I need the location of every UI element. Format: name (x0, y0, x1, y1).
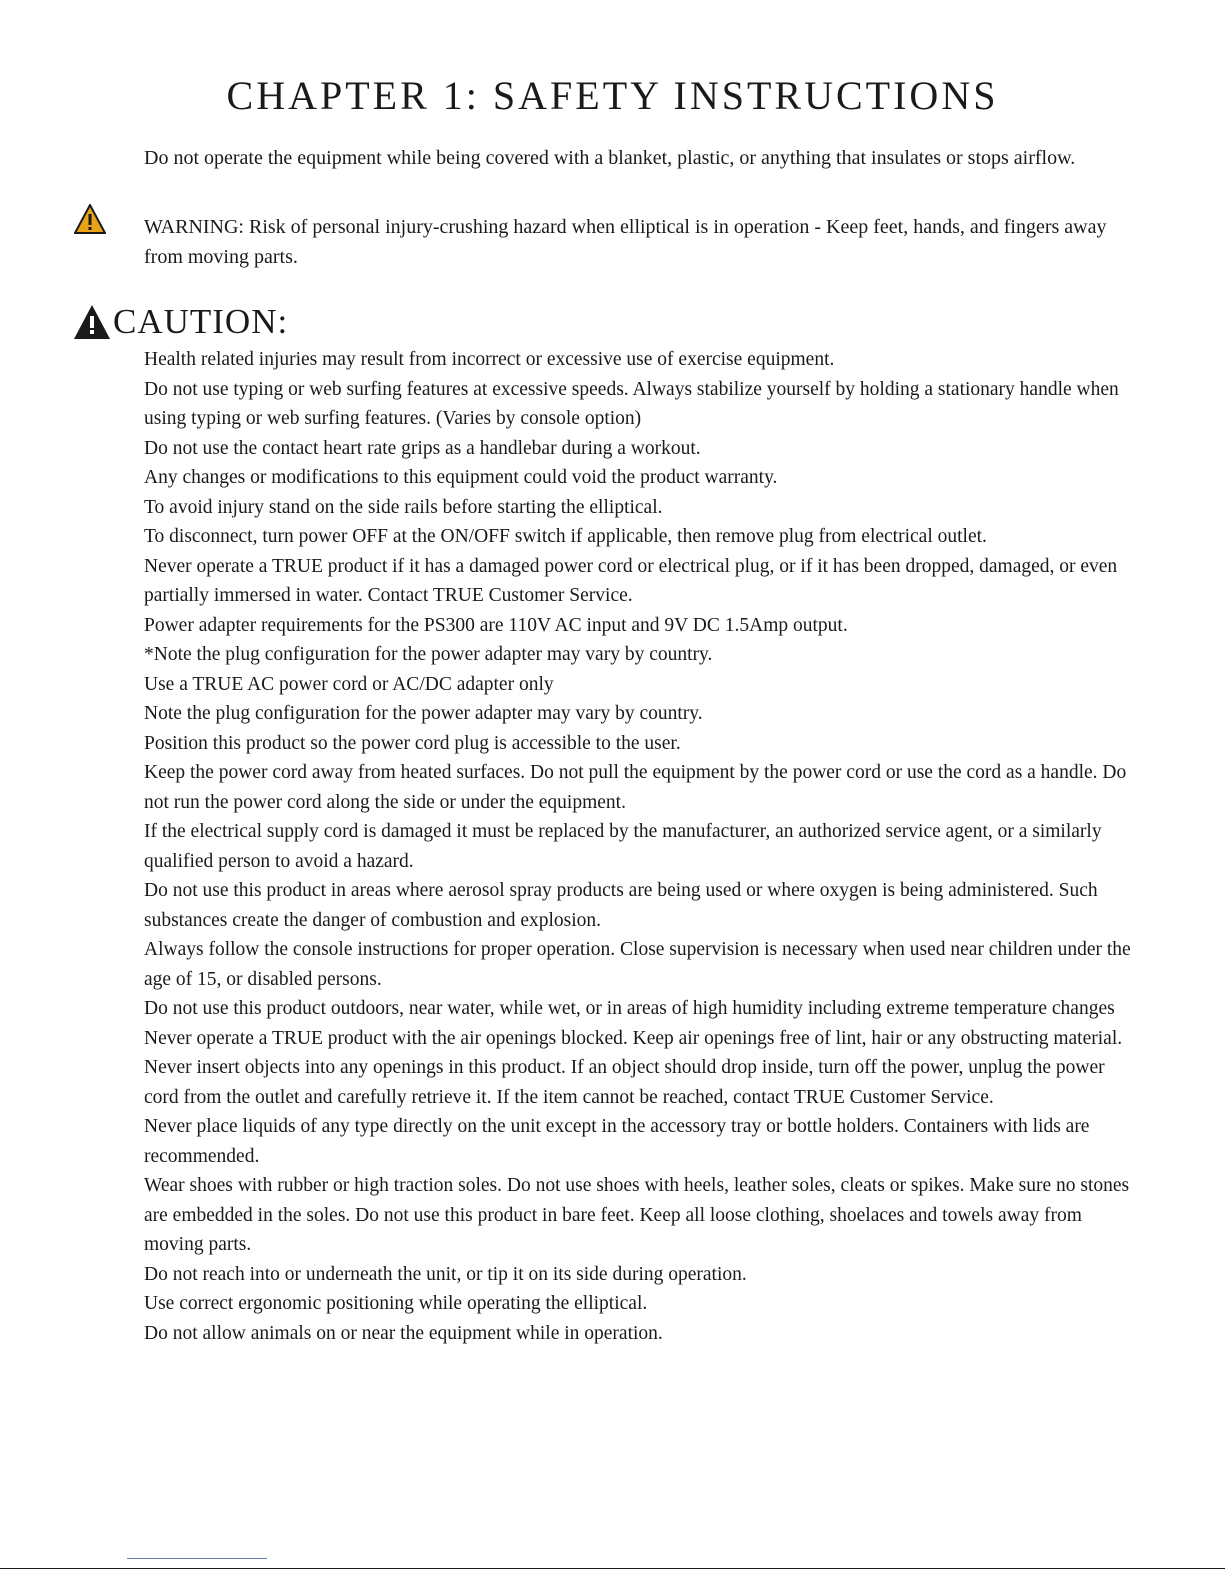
caution-item: Do not reach into or underneath the unit, or tip it on its side during operation. (144, 1263, 747, 1285)
page-title: CHAPTER 1: SAFETY INSTRUCTIONS (226, 73, 999, 118)
intro-paragraph: Do not operate the equipment while being covered with a blanket, plastic, or anything that insulates or stops airflow. (144, 147, 1076, 169)
caution-heading (73, 300, 288, 344)
caution-title: CAUTION: (113, 302, 289, 341)
caution-list (144, 345, 1144, 1348)
caution-item: Use correct ergonomic positioning while operating the elliptical. (144, 1293, 648, 1314)
caution-item: To disconnect, turn power OFF at the ON/OFF switch if applicable, then remove plug from electrical outlet. (144, 526, 987, 547)
caution-item: If the electrical supply cord is damaged it must be replaced by the manufacturer, an authorized service agent, or a similarly qualified person to avoid a hazard. (144, 821, 1102, 872)
warning-triangle-icon (74, 204, 106, 234)
caution-item: Never place liquids of any type directly on the unit except in the accessory tray or bottle holders. Containers with lids are recommended. (144, 1116, 1090, 1167)
caution-item: Position this product so the power cord plug is accessible to the user. (144, 732, 681, 754)
caution-item: Do not use the contact heart rate grips as a handlebar during a workout. (144, 437, 701, 459)
caution-item: To avoid injury stand on the side rails before starting the elliptical. (144, 496, 663, 518)
caution-item: *Note the plug configuration for the power adapter may vary by country. (144, 644, 713, 665)
caution-item: Do not use typing or web surfing features at excessive speeds. Always stabilize yourself by holding a stationary handle when using typing or web surfing features. (Varies by console option) (144, 378, 1119, 429)
page-bottom-rule (0, 1568, 1225, 1569)
caution-item: Any changes or modifications to this equipment could void the product warranty. (144, 467, 778, 488)
caution-item: Always follow the console instructions for proper operation. Close supervision is necessary when used near children under the age of 15, or disabled persons. (144, 939, 1131, 990)
caution-item: Keep the power cord away from heated surfaces. Do not pull the equipment by the power cord or use the cord as a handle. Do not run the power cord along the side or under the equipment. (144, 762, 1127, 813)
caution-item: Wear shoes with rubber or high traction soles. Do not use shoes with heels, leather soles, cleats or spikes. Make sure no stones are embedded in the soles. Do not use this product in bare feet. Keep all loose clothing, shoelaces and towels away from moving parts. (144, 1175, 1130, 1255)
caution-item: Use a TRUE AC power cord or AC/DC adapter only (144, 673, 554, 695)
caution-item: Do not use this product outdoors, near water, while wet, or in areas of high humidity including extreme temperature changes (144, 998, 1115, 1019)
caution-item: Do not use this product in areas where aerosol spray products are being used or where oxygen is being administered. Such substances create the danger of combustion and explosion. (144, 880, 1098, 931)
caution-item: Power adapter requirements for the PS300 are 110V AC input and 9V DC 1.5Amp output. (144, 614, 848, 636)
caution-item: Do not allow animals on or near the equipment while in operation. (144, 1322, 663, 1344)
caution-item: Health related injuries may result from incorrect or excessive use of exercise equipment. (144, 349, 835, 370)
caution-item: Never insert objects into any openings in this product. If an object should drop inside, turn off the power, unplug the power cord from the outlet and carefully retrieve it. If the item cannot be reached, contact TRUE Customer Service. (144, 1057, 1105, 1108)
caution-item: Note the plug configuration for the power adapter may vary by country. (144, 703, 703, 724)
warning-text: WARNING: Risk of personal injury-crushing hazard when elliptical is in operation - Keep feet, hands, and fingers away from moving parts. (144, 216, 1107, 268)
caution-item: Never operate a TRUE product with the air openings blocked. Keep air openings free of lint, hair or any obstructing material. (144, 1027, 1123, 1049)
footer-link-rule (127, 1558, 267, 1559)
caution-item: Never operate a TRUE product if it has a damaged power cord or electrical plug, or if it has been dropped, damaged, or even partially immersed in water. Contact TRUE Customer Service. (144, 555, 1118, 606)
caution-triangle-icon (73, 304, 111, 340)
